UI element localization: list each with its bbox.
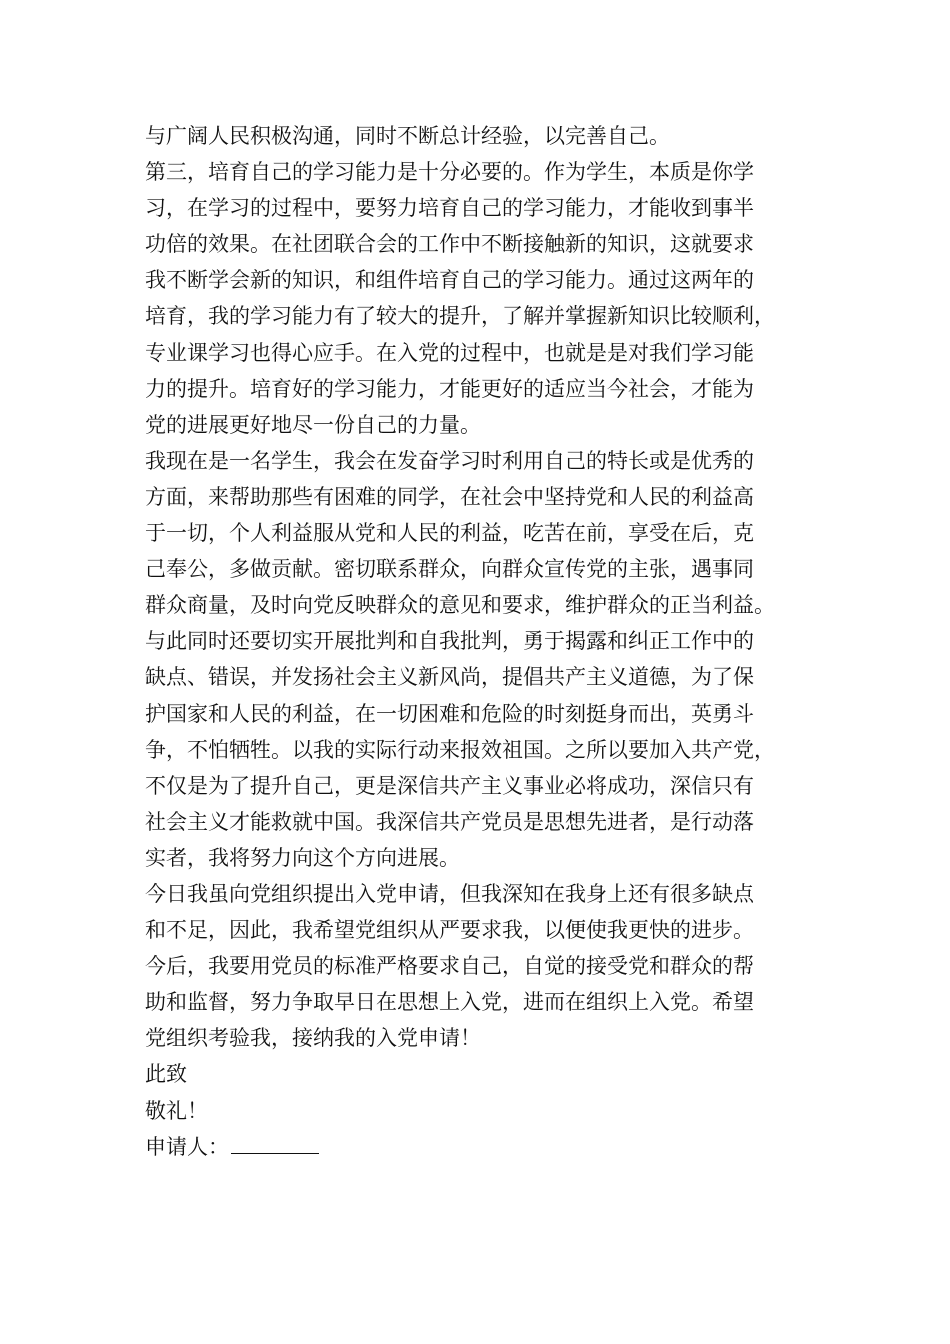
letter-body [145, 118, 835, 1165]
text-line: 争，不怕牺牲。以我的实际行动来报效祖国。之所以要加入共产党， [145, 737, 775, 762]
text-line: 于一切，个人利益服从党和人民的利益，吃苦在前，享受在后，克 [145, 521, 754, 546]
text-line: 力的提升。培育好的学习能力，才能更好的适应当今社会，才能为 [145, 376, 754, 401]
text-line: 党的进展更好地尽一份自己的力量。 [145, 412, 481, 437]
text-line: 今后，我要用党员的标准严格要求自己，自觉的接受党和群众的帮 [145, 954, 754, 979]
text-line: 群众商量，及时向党反映群众的意见和要求，维护群众的正当利益。 [145, 593, 775, 618]
text-line: 党组织考验我，接纳我的入党申请！ [145, 1026, 481, 1051]
text-line: 助和监督，努力争取早日在思想上入党，进而在组织上入党。希望 [145, 990, 754, 1015]
text-line: 缺点、错误，并发扬社会主义新风尚，提倡共产主义道德，为了保 [145, 665, 754, 690]
text-line: 和不足，因此，我希望党组织从严要求我，以便使我更快的进步。 [145, 918, 754, 943]
applicant-label: 申请人： [145, 1134, 229, 1159]
text-line: 实者，我将努力向这个方向进展。 [145, 845, 460, 870]
signature-blank [231, 1131, 319, 1154]
text-line: 功倍的效果。在社团联合会的工作中不断接触新的知识，这就要求 [145, 232, 754, 257]
text-line: 培育，我的学习能力有了较大的提升，了解并掌握新知识比较顺利， [145, 304, 775, 329]
text-line: 方面，来帮助那些有困难的同学，在社会中坚持党和人民的利益高 [145, 484, 754, 509]
text-line: 与此同时还要切实开展批判和自我批判，勇于揭露和纠正工作中的 [145, 629, 754, 654]
closing-regards: 敬礼！ [145, 1098, 208, 1123]
text-line: 今日我虽向党组织提出入党申请，但我深知在我身上还有很多缺点 [145, 881, 754, 906]
text-line: 我现在是一名学生，我会在发奋学习时利用自己的特长或是优秀的 [145, 448, 754, 473]
applicant-signature-line [145, 1129, 835, 1165]
text-line: 我不断学会新的知识，和组件培育自己的学习能力。通过这两年的 [145, 268, 754, 293]
text-line: 与广阔人民积极沟通，同时不断总计经验，以完善自己。 [145, 124, 670, 148]
text-line: 专业课学习也得心应手。在入党的过程中，也就是是对我们学习能 [145, 340, 754, 365]
text-line: 护国家和人民的利益，在一切困难和危险的时刻挺身而出，英勇斗 [145, 701, 754, 726]
text-line: 习，在学习的过程中，要努力培育自己的学习能力，才能收到事半 [145, 196, 754, 221]
text-line: 社会主义才能救就中国。我深信共产党员是思想先进者，是行动落 [145, 809, 754, 834]
text-line: 不仅是为了提升自己，更是深信共产主义事业必将成功，深信只有 [145, 773, 754, 798]
text-line: 第三，培育自己的学习能力是十分必要的。作为学生，本质是你学 [145, 160, 754, 185]
closing-salutation: 此致 [145, 1062, 187, 1087]
text-line: 己奉公，多做贡献。密切联系群众，向群众宣传党的主张，遇事同 [145, 557, 754, 582]
